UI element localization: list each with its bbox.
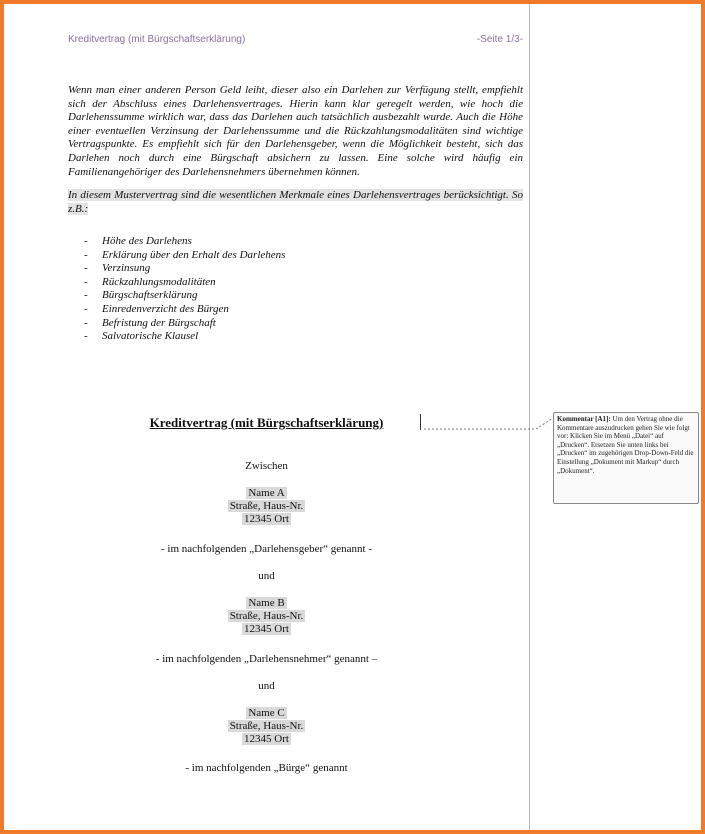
list-item-text: Verzinsung: [102, 262, 151, 275]
intro-paragraph-2: [68, 189, 523, 216]
party-b-street-field[interactable]: Straße, Haus-Nr.: [229, 610, 304, 622]
party-c-street-line: [4, 720, 529, 733]
header-page-number: -Seite 1/3-: [476, 34, 523, 45]
feature-list: [84, 235, 285, 344]
and-label-1: und: [258, 570, 275, 582]
intro-text: [68, 84, 523, 226]
list-item-text: Bürgschaftserklärung: [102, 289, 198, 302]
list-dash: -: [84, 248, 88, 261]
list-item-text: Rückzahlungsmodalitäten: [102, 275, 216, 288]
list-dash: -: [84, 302, 88, 315]
between-label: Zwischen: [245, 460, 288, 472]
list-item-text: Salvatorische Klausel: [102, 330, 199, 343]
role-c-text: - im nachfolgenden „Bürge“ genannt: [185, 762, 348, 774]
party-c-name-field[interactable]: Name C: [248, 707, 285, 719]
comment-label: Kommentar [A1]:: [557, 415, 611, 423]
list-dash: -: [84, 330, 88, 343]
list-dash: -: [84, 235, 88, 247]
party-a-street-field[interactable]: Straße, Haus-Nr.: [229, 500, 304, 512]
party-a-city-line: [4, 513, 529, 526]
contract-title[interactable]: Kreditvertrag (mit Bürgschaftserklärung): [149, 415, 384, 430]
party-b-name-field[interactable]: Name B: [248, 597, 285, 609]
list-dash: -: [84, 262, 88, 275]
list-dash: -: [84, 275, 88, 288]
document-page: [4, 4, 701, 830]
comment-text: Um den Vertrag ohne die Kommentare auszudrucken gehen Sie wie folgt vor: Klicken Sie im Menü „Datei“ auf „Drucken“. Ersetzen Sie unten links bei „Drucken“ im zugehörigen Drop-Down-Feld die Einstellung „Dokument mit Markup“ durch „Dokument“.: [557, 415, 694, 475]
party-a-name-field[interactable]: Name A: [248, 487, 285, 499]
list-item: [84, 262, 285, 276]
list-item: [84, 317, 285, 331]
and-label-2: und: [258, 680, 275, 692]
party-a-city-field[interactable]: 12345 Ort: [244, 513, 289, 525]
party-c-name-line: [4, 707, 529, 720]
role-b-text: - im nachfolgenden „Darlehensnehmer“ genannt –: [155, 653, 378, 665]
list-item: [84, 235, 285, 249]
list-item-text: Höhe des Darlehens: [102, 235, 192, 247]
party-b-city-line: [4, 623, 529, 636]
party-b-street-line: [4, 610, 529, 623]
list-item-text: Erklärung über den Erhalt des Darlehens: [102, 248, 286, 261]
list-item: [84, 249, 285, 263]
page-header: [68, 34, 523, 48]
party-c-street-field[interactable]: Straße, Haus-Nr.: [229, 720, 304, 732]
list-item-text: Einredenverzicht des Bürgen: [102, 302, 229, 315]
party-c-city-line: [4, 733, 529, 746]
party-a-street-line: [4, 500, 529, 513]
comment-connector-line: [424, 414, 554, 430]
comment-balloon[interactable]: [553, 412, 699, 504]
party-a-name-line: [4, 487, 529, 500]
party-b-name-line: [4, 597, 529, 610]
list-dash: -: [84, 289, 88, 302]
list-item: [84, 330, 285, 344]
intro-paragraph-2-text: In diesem Mustervertrag sind die wesentlichen Merkmale eines Darlehensvertrages berücksichtigt. So z.B.:: [68, 189, 523, 215]
header-title: Kreditvertrag (mit Bürgschaftserklärung): [68, 34, 246, 45]
party-b-city-field[interactable]: 12345 Ort: [244, 623, 289, 635]
intro-paragraph-1: Wenn man einer anderen Person Geld leiht, dieser also ein Darlehen zur Verfügung stellt, empfiehlt sich der Abschluss eines Darlehensvertrages. Hierin kann klar geregelt werden, wie hoch die Darlehenssumme wirklich war, dass das Darlehen auch tatsächlich ausbezahlt wurde. Auch die Höhe einer eventuellen Verzinsung der Darlehenssumme und die Rückzahlungsmodalitäten sind wichtige Vertragspunkte. Es empfiehlt sich für den Darlehensgeber, wenn die Möglichkeit besteht, sich das Darlehen noch durch eine Bürgschaft absichern zu lassen. Eine solche wird häufig ein Familienangehöriger des Darlehensnehmers übernehmen können.: [68, 84, 523, 178]
list-dash: -: [84, 316, 88, 329]
list-item-text: Befristung der Bürgschaft: [102, 316, 216, 329]
role-a-text: - im nachfolgenden „Darlehensgeber“ genannt -: [160, 543, 373, 555]
list-item: [84, 303, 285, 317]
list-item: [84, 276, 285, 290]
list-item: [84, 289, 285, 303]
text-cursor: [420, 414, 421, 430]
party-c-city-field[interactable]: 12345 Ort: [244, 733, 289, 745]
